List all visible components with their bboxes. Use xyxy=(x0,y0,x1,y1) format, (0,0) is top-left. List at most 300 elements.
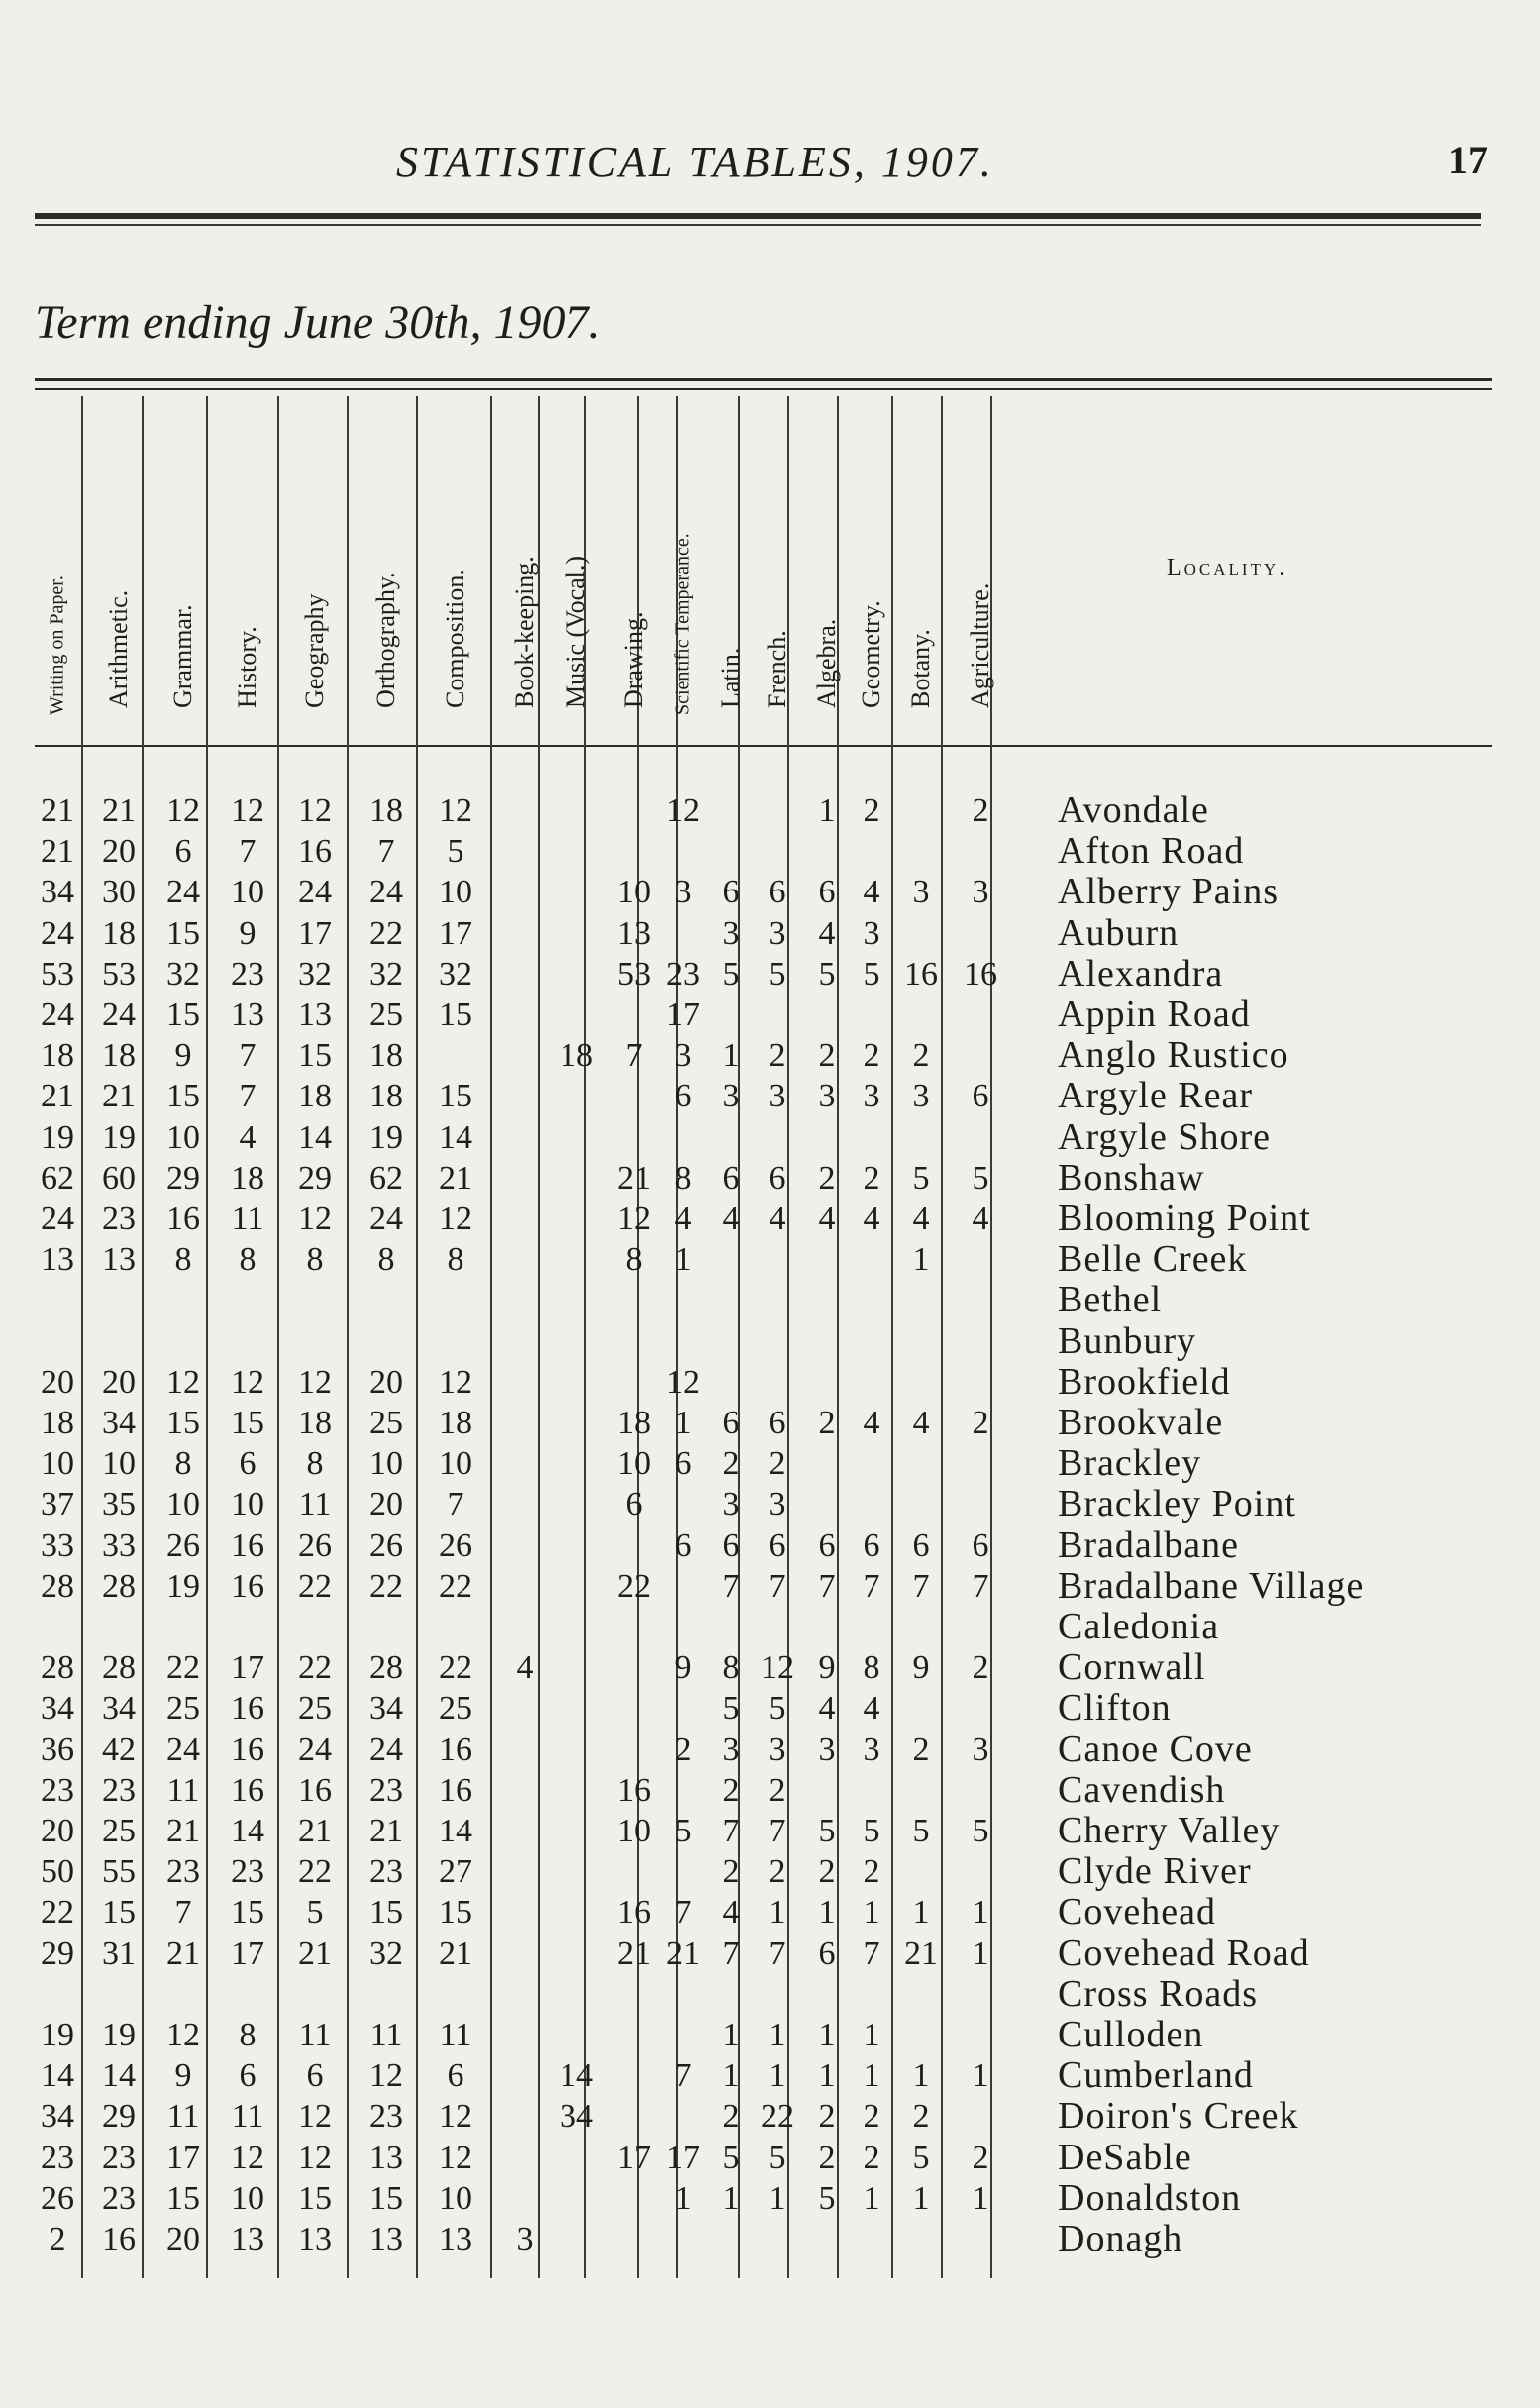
table-cell: 15 xyxy=(102,1894,136,1932)
table-cell: 32 xyxy=(369,955,403,993)
table-cell: 1 xyxy=(674,1241,692,1279)
column-header xyxy=(505,396,545,738)
table-cell: 8 xyxy=(722,1649,740,1687)
locality-name: Donagh xyxy=(1058,2218,1183,2259)
table-cell: 24 xyxy=(166,874,200,911)
table-cell: 3 xyxy=(769,1078,786,1115)
table-cell: 9 xyxy=(174,2057,192,2095)
table-cell: 18 xyxy=(369,1037,403,1075)
table-row xyxy=(0,1321,1540,1362)
table-cell: 2 xyxy=(863,1853,880,1891)
page-header xyxy=(0,137,1540,196)
table-row xyxy=(0,1729,1540,1770)
table-cell: 16 xyxy=(617,1771,651,1809)
column-header xyxy=(99,396,139,738)
table-cell: 6 xyxy=(972,1526,989,1564)
table-cell: 7 xyxy=(769,1567,786,1605)
table-cell: 8 xyxy=(306,1241,324,1279)
table-cell: 13 xyxy=(41,1241,74,1279)
table-cell: 7 xyxy=(239,1078,257,1115)
table-cell: 6 xyxy=(174,833,192,871)
table-cell: 19 xyxy=(102,1118,136,1156)
locality-name: Brackley xyxy=(1058,1442,1202,1485)
table-row xyxy=(0,2096,1540,2137)
table-cell: 23 xyxy=(102,1201,136,1237)
table-cell: 1 xyxy=(722,2057,740,2095)
table-cell: 24 xyxy=(369,1201,403,1237)
table-row xyxy=(0,2138,1540,2178)
table-cell: 12 xyxy=(439,2098,472,2136)
table-cell: 4 xyxy=(818,914,836,952)
table-cell: 15 xyxy=(439,1078,472,1115)
column-header-label: Drawing. xyxy=(619,611,648,708)
table-cell: 4 xyxy=(818,1201,836,1237)
table-cell: 15 xyxy=(166,914,200,952)
table-cell: 29 xyxy=(298,1159,332,1197)
table-cell: 25 xyxy=(166,1690,200,1727)
locality-header: Locality. xyxy=(1167,555,1288,580)
column-header-label: History. xyxy=(233,626,261,708)
table-cell: 8 xyxy=(174,1445,192,1483)
table-cell: 12 xyxy=(617,1201,651,1237)
table-row xyxy=(0,1117,1540,1158)
table-cell: 8 xyxy=(377,1241,395,1279)
table-cell: 16 xyxy=(231,1690,264,1727)
table-row xyxy=(0,1851,1540,1892)
table-cell: 13 xyxy=(298,996,332,1033)
table-row xyxy=(0,1892,1540,1933)
table-cell: 21 xyxy=(904,1935,938,1972)
table-cell: 16 xyxy=(231,1771,264,1809)
table-cell: 3 xyxy=(674,874,692,911)
table-cell: 6 xyxy=(912,1526,930,1564)
table-cell: 16 xyxy=(231,1567,264,1605)
column-header-label: Music (Vocal.) xyxy=(562,555,590,708)
table-cell: 10 xyxy=(439,874,472,911)
table-cell: 2 xyxy=(818,1159,836,1197)
table-cell: 10 xyxy=(617,1813,651,1849)
table-cell: 23 xyxy=(369,1771,403,1809)
table-cell: 30 xyxy=(102,874,136,911)
column-header xyxy=(228,396,267,738)
table-cell: 8 xyxy=(174,1241,192,1279)
table-cell: 6 xyxy=(863,1526,880,1564)
table-cell: 2 xyxy=(769,1445,786,1483)
table-cell: 6 xyxy=(306,2057,324,2095)
table-cell: 10 xyxy=(231,2179,264,2217)
locality-name: Bunbury xyxy=(1058,1319,1196,1362)
table-cell: 8 xyxy=(239,1241,257,1279)
table-cell: 16 xyxy=(231,1526,264,1564)
table-cell: 22 xyxy=(298,1649,332,1687)
table-cell: 14 xyxy=(102,2057,136,2095)
table-cell: 3 xyxy=(722,914,740,952)
table-cell: 2 xyxy=(818,1853,836,1891)
table-cell: 28 xyxy=(41,1649,74,1687)
table-cell: 3 xyxy=(722,1078,740,1115)
column-header xyxy=(901,396,941,738)
table-cell: 5 xyxy=(769,955,786,993)
table-cell: 23 xyxy=(102,2179,136,2217)
table-cell: 19 xyxy=(41,1118,74,1156)
table-cell: 4 xyxy=(674,1201,692,1237)
table-cell: 19 xyxy=(166,1567,200,1605)
table-cell: 6 xyxy=(239,2057,257,2095)
locality-name: Covehead Road xyxy=(1058,1932,1310,1974)
table-cell: 19 xyxy=(41,2017,74,2053)
table-cell: 22 xyxy=(41,1894,74,1932)
table-cell: 5 xyxy=(769,2139,786,2176)
table-cell: 6 xyxy=(722,1159,740,1197)
table-cell: 1 xyxy=(674,2179,692,2217)
locality-name: Argyle Shore xyxy=(1058,1115,1271,1158)
table-cell: 11 xyxy=(166,2098,200,2136)
table-cell: 25 xyxy=(369,996,403,1033)
table-cell: 4 xyxy=(863,1405,880,1441)
table-cell: 2 xyxy=(972,2139,989,2176)
column-header xyxy=(807,396,847,738)
locality-name: Covehead xyxy=(1058,1891,1216,1934)
table-cell: 23 xyxy=(231,955,264,993)
table-cell: 18 xyxy=(102,1037,136,1075)
locality-name: Bradalbane xyxy=(1058,1523,1240,1566)
table-cell: 53 xyxy=(617,955,651,993)
column-header-label: Arithmetic. xyxy=(104,589,133,708)
table-cell: 18 xyxy=(617,1405,651,1441)
table-cell: 3 xyxy=(769,914,786,952)
table-row xyxy=(0,1403,1540,1443)
table-row xyxy=(0,913,1540,954)
table-cell: 17 xyxy=(231,1649,264,1687)
column-header xyxy=(852,396,891,738)
table-cell: 5 xyxy=(722,955,740,993)
column-header-label: Book-keeping. xyxy=(510,556,539,708)
table-cell: 23 xyxy=(41,2139,74,2176)
locality-name: Cavendish xyxy=(1058,1768,1226,1811)
table-row xyxy=(0,790,1540,831)
table-row xyxy=(0,872,1540,912)
table-cell: 4 xyxy=(912,1201,930,1237)
table-cell: 22 xyxy=(166,1649,200,1687)
table-cell: 18 xyxy=(369,792,403,829)
table-cell: 10 xyxy=(231,874,264,911)
table-cell: 18 xyxy=(560,1037,593,1075)
table-cell: 12 xyxy=(166,792,200,829)
table-cell: 8 xyxy=(625,1241,643,1279)
table-row xyxy=(0,1525,1540,1566)
column-header xyxy=(664,396,703,738)
table-cell: 34 xyxy=(41,1690,74,1727)
table-cell: 3 xyxy=(769,1730,786,1768)
table-cell: 20 xyxy=(41,1813,74,1849)
table-cell: 21 xyxy=(102,792,136,829)
table-cell: 18 xyxy=(439,1405,472,1441)
table-cell: 12 xyxy=(439,792,472,829)
table-row xyxy=(0,1484,1540,1524)
locality-name: Argyle Rear xyxy=(1058,1075,1254,1117)
table-cell: 13 xyxy=(617,914,651,952)
table-row xyxy=(0,1158,1540,1199)
locality-name: Donaldston xyxy=(1058,2176,1242,2219)
table-cell: 17 xyxy=(617,2139,651,2176)
table-cell: 1 xyxy=(769,2179,786,2217)
table-cell: 2 xyxy=(912,1037,930,1075)
header-rule xyxy=(35,213,1481,219)
table-cell: 12 xyxy=(667,1363,700,1401)
table-cell: 6 xyxy=(674,1526,692,1564)
table-cell: 10 xyxy=(617,1445,651,1483)
table-cell: 2 xyxy=(722,1771,740,1809)
table-cell: 14 xyxy=(439,1813,472,1849)
locality-name: Brookfield xyxy=(1058,1360,1231,1403)
table-cell: 2 xyxy=(818,2098,836,2136)
table-cell: 2 xyxy=(769,1771,786,1809)
locality-name: Clifton xyxy=(1058,1687,1172,1729)
table-cell: 29 xyxy=(41,1935,74,1972)
table-cell: 3 xyxy=(972,1730,989,1768)
table-cell: 15 xyxy=(298,2179,332,2217)
table-cell: 11 xyxy=(298,1486,332,1523)
column-header xyxy=(295,396,335,738)
table-cell: 3 xyxy=(863,1078,880,1115)
table-cell: 1 xyxy=(818,792,836,829)
table-cell: 13 xyxy=(369,2221,403,2257)
table-cell: 8 xyxy=(239,2017,257,2053)
table-cell: 6 xyxy=(818,1526,836,1564)
table-cell: 8 xyxy=(863,1649,880,1687)
table-cell: 1 xyxy=(912,1241,930,1279)
table-cell: 21 xyxy=(41,792,74,829)
table-cell: 4 xyxy=(769,1201,786,1237)
column-header-label: Agriculture. xyxy=(966,582,994,708)
table-cell: 28 xyxy=(41,1567,74,1605)
table-cell: 3 xyxy=(818,1730,836,1768)
table-cell: 24 xyxy=(369,1730,403,1768)
table-cell: 3 xyxy=(516,2221,534,2257)
table-cell: 28 xyxy=(102,1567,136,1605)
table-cell: 12 xyxy=(231,792,264,829)
locality-name: Alexandra xyxy=(1058,952,1224,995)
table-cell: 5 xyxy=(769,1690,786,1727)
table-cell: 2 xyxy=(863,792,880,829)
table-cell: 17 xyxy=(667,996,700,1033)
table-cell: 7 xyxy=(674,2057,692,2095)
table-cell: 21 xyxy=(41,833,74,871)
column-header-label: Geography xyxy=(300,593,329,708)
table-cell: 1 xyxy=(972,2179,989,2217)
table-cell: 26 xyxy=(166,1526,200,1564)
table-cell: 7 xyxy=(447,1486,464,1523)
table-cell: 18 xyxy=(298,1078,332,1115)
table-cell: 5 xyxy=(912,2139,930,2176)
table-cell: 19 xyxy=(102,2017,136,2053)
table-cell: 35 xyxy=(102,1486,136,1523)
locality-name: Bradalbane Village xyxy=(1058,1564,1365,1607)
table-cell: 5 xyxy=(722,1690,740,1727)
table-cell: 4 xyxy=(516,1649,534,1687)
running-title: STATISTICAL TABLES, 1907. xyxy=(396,138,994,186)
column-header xyxy=(436,396,475,738)
table-cell: 23 xyxy=(41,1771,74,1809)
table-cell: 24 xyxy=(41,996,74,1033)
table-cell: 12 xyxy=(667,792,700,829)
locality-name: Brookvale xyxy=(1058,1402,1224,1443)
table-cell: 20 xyxy=(41,1363,74,1401)
table-cell: 5 xyxy=(447,833,464,871)
table-cell: 14 xyxy=(439,1118,472,1156)
table-cell: 2 xyxy=(818,1037,836,1075)
table-cell: 6 xyxy=(818,874,836,911)
table-cell: 1 xyxy=(863,1894,880,1932)
table-cell: 55 xyxy=(102,1853,136,1891)
table-cell: 6 xyxy=(722,874,740,911)
table-cell: 22 xyxy=(439,1649,472,1687)
table-row xyxy=(0,831,1540,872)
section-title: Term ending June 30th, 1907. xyxy=(35,296,601,349)
table-cell: 4 xyxy=(912,1405,930,1441)
table-cell: 21 xyxy=(617,1935,651,1972)
table-cell: 3 xyxy=(912,1078,930,1115)
table-cell: 7 xyxy=(239,1037,257,1075)
table-cell: 1 xyxy=(972,1935,989,1972)
table-cell: 16 xyxy=(231,1730,264,1768)
table-cell: 15 xyxy=(439,996,472,1033)
table-cell: 1 xyxy=(769,1894,786,1932)
table-cell: 1 xyxy=(818,1894,836,1932)
table-cell: 9 xyxy=(239,914,257,952)
locality-name: Bonshaw xyxy=(1058,1156,1205,1199)
table-cell: 16 xyxy=(298,833,332,871)
table-cell: 37 xyxy=(41,1486,74,1523)
table-row xyxy=(0,1076,1540,1116)
locality-name: Cumberland xyxy=(1058,2054,1254,2097)
table-cell: 4 xyxy=(239,1118,257,1156)
table-cell: 5 xyxy=(674,1813,692,1849)
table-cell: 5 xyxy=(912,1159,930,1197)
table-cell: 21 xyxy=(667,1935,700,1972)
column-header-label: Algebra. xyxy=(812,618,841,708)
table-cell: 12 xyxy=(298,2098,332,2136)
table-cell: 32 xyxy=(369,1935,403,1972)
table-row xyxy=(0,1607,1540,1647)
table-cell: 29 xyxy=(166,1159,200,1197)
table-cell: 4 xyxy=(863,1201,880,1237)
table-cell: 24 xyxy=(102,996,136,1033)
table-cell: 7 xyxy=(769,1813,786,1849)
table-cell: 9 xyxy=(818,1649,836,1687)
table-cell: 62 xyxy=(41,1159,74,1197)
table-cell: 4 xyxy=(818,1690,836,1727)
table-cell: 33 xyxy=(41,1526,74,1564)
table-cell: 12 xyxy=(298,792,332,829)
table-cell: 21 xyxy=(166,1813,200,1849)
table-cell: 1 xyxy=(863,2017,880,2053)
table-cell: 7 xyxy=(972,1567,989,1605)
table-row xyxy=(0,1566,1540,1607)
column-header xyxy=(614,396,654,738)
table-cell: 10 xyxy=(439,1445,472,1483)
column-header-label: Orthography. xyxy=(371,572,400,708)
table-cell: 15 xyxy=(166,996,200,1033)
column-header xyxy=(557,396,596,738)
table-cell: 13 xyxy=(439,2221,472,2257)
locality-name: Canoe Cove xyxy=(1058,1727,1253,1770)
column-header xyxy=(366,396,406,738)
table-top-rule xyxy=(35,378,1492,381)
locality-name: Belle Creek xyxy=(1058,1238,1248,1281)
locality-name: Blooming Point xyxy=(1058,1198,1311,1239)
table-cell: 15 xyxy=(439,1894,472,1932)
table-cell: 1 xyxy=(722,2017,740,2053)
table-cell: 26 xyxy=(41,2179,74,2217)
table-cell: 14 xyxy=(298,1118,332,1156)
table-cell: 9 xyxy=(174,1037,192,1075)
table-cell: 11 xyxy=(439,2017,472,2053)
locality-name: Culloden xyxy=(1058,2014,1204,2055)
table-cell: 1 xyxy=(818,2017,836,2053)
table-row xyxy=(0,954,1540,995)
table-cell: 15 xyxy=(166,1405,200,1441)
table-cell: 6 xyxy=(972,1078,989,1115)
table-cell: 12 xyxy=(369,2057,403,2095)
locality-name: Anglo Rustico xyxy=(1058,1034,1289,1077)
table-cell: 14 xyxy=(41,2057,74,2095)
table-cell: 2 xyxy=(972,1649,989,1687)
table-cell: 6 xyxy=(674,1445,692,1483)
table-row xyxy=(0,2219,1540,2259)
table-cell: 20 xyxy=(369,1363,403,1401)
table-cell: 10 xyxy=(41,1445,74,1483)
table-cell: 14 xyxy=(231,1813,264,1849)
table-cell: 13 xyxy=(298,2221,332,2257)
table-cell: 7 xyxy=(722,1935,740,1972)
table-cell: 2 xyxy=(769,1853,786,1891)
table-cell: 22 xyxy=(439,1567,472,1605)
table-row xyxy=(0,995,1540,1035)
table-cell: 22 xyxy=(298,1853,332,1891)
table-cell: 26 xyxy=(439,1526,472,1564)
table-cell: 22 xyxy=(617,1567,651,1605)
page-number: 17 xyxy=(1448,138,1488,182)
table-cell: 3 xyxy=(674,1037,692,1075)
column-header xyxy=(758,396,797,738)
table-cell: 53 xyxy=(41,955,74,993)
table-cell: 1 xyxy=(972,1894,989,1932)
table-cell: 20 xyxy=(166,2221,200,2257)
header-rule-thin xyxy=(35,224,1481,226)
locality-name: DeSable xyxy=(1058,2136,1192,2178)
table-cell: 27 xyxy=(439,1853,472,1891)
table-cell: 32 xyxy=(166,955,200,993)
table-cell: 32 xyxy=(298,955,332,993)
table-cell: 21 xyxy=(102,1078,136,1115)
table-cell: 7 xyxy=(625,1037,643,1075)
table-cell: 16 xyxy=(439,1771,472,1809)
locality-name: Doiron's Creek xyxy=(1058,2095,1299,2138)
table-cell: 20 xyxy=(102,833,136,871)
table-cell: 5 xyxy=(818,1813,836,1849)
table-cell: 16 xyxy=(166,1201,200,1237)
table-cell: 60 xyxy=(102,1159,136,1197)
table-row xyxy=(0,1974,1540,2015)
table-cell: 7 xyxy=(912,1567,930,1605)
table-cell: 28 xyxy=(369,1649,403,1687)
table-cell: 18 xyxy=(41,1405,74,1441)
table-cell: 16 xyxy=(102,2221,136,2257)
table-row xyxy=(0,1934,1540,1974)
table-cell: 13 xyxy=(102,1241,136,1279)
table-cell: 3 xyxy=(722,1486,740,1523)
